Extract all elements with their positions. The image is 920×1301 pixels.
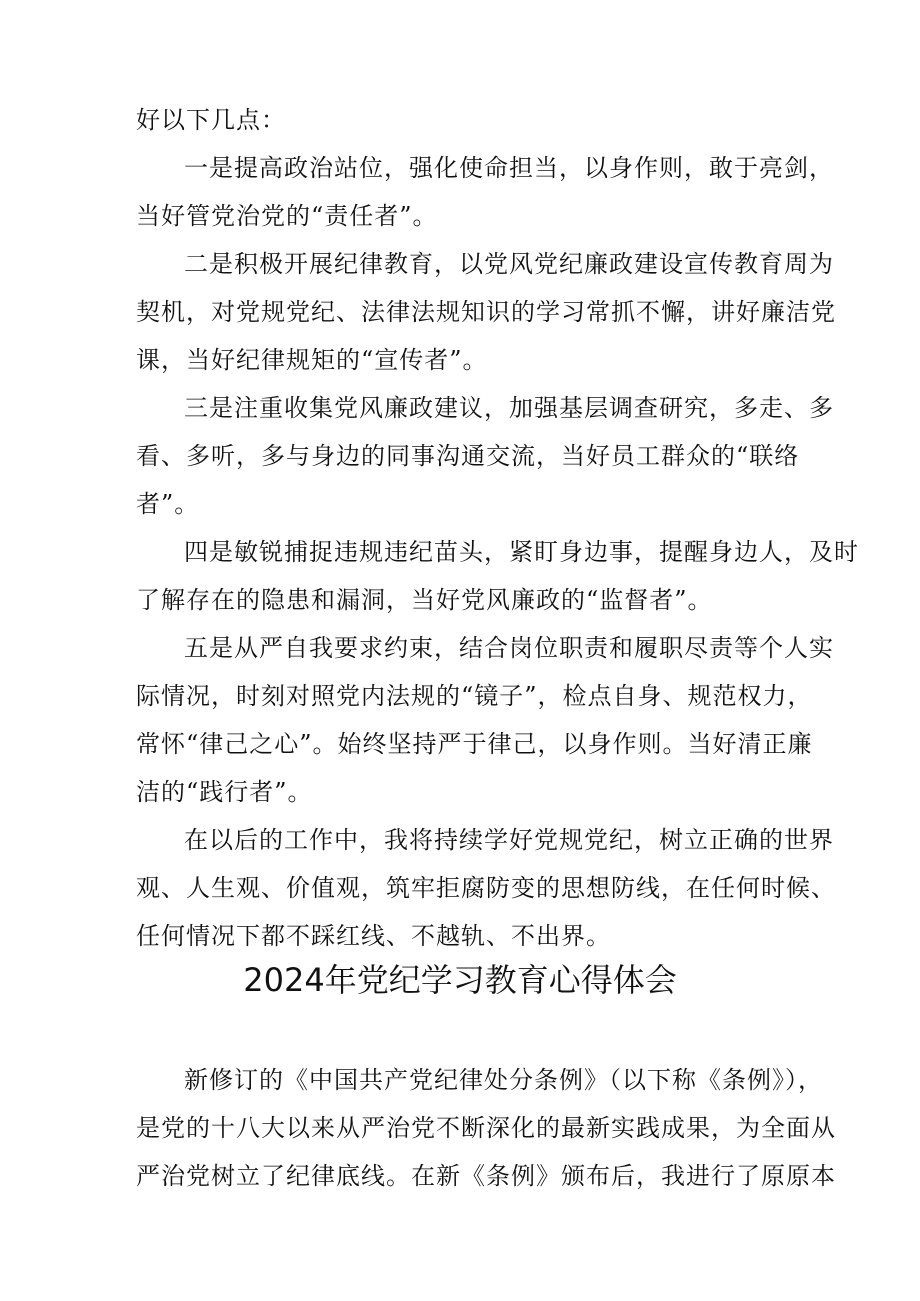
paragraph-1-line-2: 当好管党治党的“责任者”。 xyxy=(136,202,438,230)
paragraph-3-line-3: 者”。 xyxy=(136,490,200,518)
paragraph-6-line-3: 任何情况下都不踩红线、不越轨、不出界。 xyxy=(136,922,611,950)
article-title: 2024年党纪学习教育心得体会 xyxy=(243,961,677,999)
paragraph-7-line-3: 严治党树立了纪律底线。在新《条例》颁布后，我进行了原原本 xyxy=(136,1162,836,1190)
text-line: 好以下几点： xyxy=(136,106,286,134)
paragraph-4-line-1: 四是敏锐捕捉违规违纪苗头，紧盯身边事，提醒身边人，及时 xyxy=(184,538,859,566)
paragraph-2-line-3: 课，当好纪律规矩的“宣传者”。 xyxy=(136,346,488,374)
paragraph-7-line-1: 新修订的《中国共产党纪律处分条例》（以下称《条例》）， xyxy=(184,1066,823,1094)
paragraph-5-line-3: 常怀“律己之心”。始终坚持严于律己，以身作则。当好清正廉 xyxy=(136,730,813,758)
paragraph-5-line-1: 五是从严自我要求约束，结合岗位职责和履职尽责等个人实 xyxy=(184,634,834,662)
paragraph-1-line-1: 一是提高政治站位，强化使命担当，以身作则，敢于亮剑， xyxy=(184,154,834,182)
paragraph-5-line-2: 际情况，时刻对照党内法规的“镜子”，检点自身、规范权力， xyxy=(136,682,813,710)
paragraph-2-line-2: 契机，对党规党纪、法律法规知识的学习常抓不懈，讲好廉洁党 xyxy=(136,298,836,326)
paragraph-3-line-1: 三是注重收集党风廉政建议，加强基层调查研究，多走、多 xyxy=(184,394,834,422)
paragraph-2-line-1: 二是积极开展纪律教育，以党风党纪廉政建设宣传教育周为 xyxy=(184,250,834,278)
paragraph-7-line-2: 是党的十八大以来从严治党不断深化的最新实践成果，为全面从 xyxy=(136,1114,836,1142)
paragraph-3-line-2: 看、多听，多与身边的同事沟通交流，当好员工群众的“联络 xyxy=(136,442,800,470)
paragraph-6-line-2: 观、人生观、价值观，筑牢拒腐防变的思想防线，在任何时候、 xyxy=(136,874,836,902)
paragraph-6-line-1: 在以后的工作中，我将持续学好党规党纪，树立正确的世界 xyxy=(184,826,834,854)
paragraph-4-line-2: 了解存在的隐患和漏洞，当好党风廉政的“监督者”。 xyxy=(136,586,713,614)
paragraph-5-line-4: 洁的“践行者”。 xyxy=(136,778,313,806)
